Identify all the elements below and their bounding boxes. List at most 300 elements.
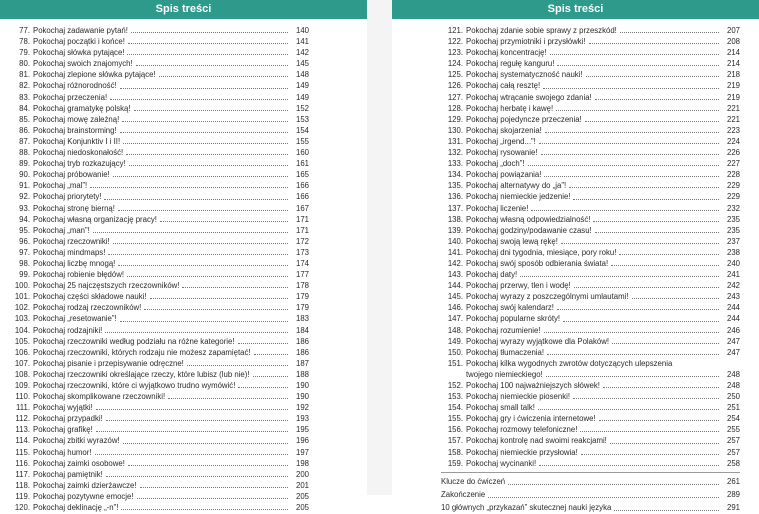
leader-dots	[126, 154, 288, 155]
leader-dots	[543, 88, 719, 89]
toc-number: 90.	[19, 170, 30, 180]
toc-title: Pokochaj 100 najważniejszych słówek!	[466, 381, 600, 390]
leader-dots	[581, 454, 719, 455]
toc-title: Pokochaj tłumaczenia!	[466, 347, 545, 357]
leader-dots	[110, 99, 288, 100]
toc-entry[interactable]	[441, 158, 740, 169]
toc-title: Pokochaj small talk!	[466, 403, 535, 413]
toc-title: Pokochaj alternatywy do „ja”!	[466, 181, 567, 191]
toc-number: 157.	[447, 436, 463, 446]
toc-number: 92.	[19, 192, 30, 202]
toc-title: Pokochaj rodzaj rzeczowników!	[33, 303, 142, 313]
toc-title: Pokochaj rodzajniki!	[33, 325, 103, 335]
leader-dots	[129, 165, 288, 166]
toc-number: 102.	[14, 303, 30, 313]
toc-entry[interactable]	[441, 302, 740, 313]
toc-extra-entry[interactable]	[441, 475, 740, 488]
toc-entry[interactable]	[441, 103, 740, 114]
toc-number: 154.	[447, 403, 463, 413]
toc-entry[interactable]	[441, 447, 740, 458]
toc-entry[interactable]	[8, 347, 309, 358]
toc-number: 115.	[15, 447, 30, 457]
toc-entry[interactable]	[8, 236, 309, 247]
leader-dots	[238, 387, 288, 388]
toc-title: Pokochaj przymiotniki i przysłówki!	[466, 37, 586, 47]
toc-number: 125.	[447, 70, 463, 80]
toc-title: Pokochaj tryb rozkazujący!	[33, 159, 126, 169]
leader-dots	[182, 287, 288, 288]
toc-page: 187	[295, 358, 309, 368]
toc-number: 95.	[19, 225, 30, 235]
toc-entry[interactable]	[441, 214, 740, 225]
leader-dots	[611, 265, 719, 266]
toc-entry[interactable]	[441, 391, 740, 402]
toc-number: 93.	[19, 203, 30, 213]
toc-page: 244	[726, 303, 740, 313]
toc-number: 126.	[447, 81, 463, 91]
leader-dots	[128, 43, 288, 44]
toc-title: Pokochaj swój kalendarz!	[466, 303, 554, 313]
toc-page: 188	[295, 369, 309, 379]
toc-title: Pokochaj godziny/podawanie czasu!	[466, 225, 592, 235]
toc-entry[interactable]	[8, 325, 309, 336]
toc-entry[interactable]	[441, 169, 740, 180]
toc-title: Pokochaj grafikę!	[33, 425, 93, 435]
toc-title: Pokochaj systematyczność nauki!	[466, 70, 583, 80]
toc-entry[interactable]	[8, 380, 309, 391]
toc-number: 147.	[447, 314, 463, 324]
toc-page: 238	[726, 247, 740, 257]
toc-number: 107.	[14, 358, 30, 368]
toc-title: Pokochaj gry i ćwiczenia internetowe!	[466, 414, 596, 424]
leader-dots	[557, 309, 719, 310]
toc-entry[interactable]	[8, 413, 309, 424]
toc-page: 228	[726, 170, 740, 180]
toc-entry[interactable]	[8, 480, 309, 491]
toc-entry[interactable]	[441, 47, 740, 58]
toc-entry[interactable]	[8, 402, 309, 413]
leader-dots	[573, 398, 719, 399]
toc-page: 232	[726, 203, 740, 213]
toc-entry[interactable]	[441, 247, 740, 258]
toc-title: Pokochaj przeczenia!	[33, 92, 108, 102]
leader-dots	[113, 176, 288, 177]
toc-entry[interactable]	[8, 458, 309, 469]
toc-page: 173	[295, 247, 309, 257]
toc-page: 184	[295, 325, 309, 335]
leader-dots	[128, 465, 288, 466]
toc-number: 88.	[19, 148, 30, 158]
toc-title: Pokochaj dni tygodnia, miesiące, pory roku!	[466, 247, 617, 257]
leader-dots	[539, 465, 719, 466]
toc-entry[interactable]	[8, 58, 309, 69]
toc-number: 139.	[447, 225, 463, 235]
toc-number: 133.	[447, 159, 463, 169]
toc-title: Pokochaj zdanie sobie sprawy z przeszkód!	[466, 26, 617, 35]
toc-page: 235	[726, 225, 740, 235]
leader-dots	[253, 376, 288, 377]
toc-title-line2: twojego niemieckiego!	[466, 369, 543, 379]
toc-entry[interactable]	[441, 58, 740, 69]
toc-page: 224	[726, 136, 740, 146]
toc-title: Pokochaj pisanie i przepisywanie odręczne!	[33, 358, 184, 368]
leader-dots	[531, 210, 719, 211]
toc-number: 85.	[19, 114, 30, 124]
toc-entry[interactable]	[441, 280, 740, 291]
toc-entry[interactable]	[8, 158, 309, 169]
leader-dots	[108, 254, 288, 255]
toc-entry[interactable]	[441, 36, 740, 47]
toc-title: Pokochaj mowę zależną!	[33, 114, 120, 124]
toc-entry[interactable]	[8, 369, 309, 380]
toc-number: 145.	[447, 292, 463, 302]
page-gutter	[367, 0, 392, 495]
toc-entry[interactable]	[8, 447, 309, 458]
toc-page: 161	[295, 159, 309, 169]
left-header: Spis treści	[0, 0, 367, 19]
toc-page: 152	[295, 103, 309, 113]
toc-title: Pokochaj liczenie!	[466, 203, 529, 213]
toc-page: 247	[726, 336, 740, 346]
toc-entry[interactable]	[8, 247, 309, 258]
leader-dots	[541, 154, 719, 155]
leader-dots	[144, 309, 288, 310]
toc-page: 227	[726, 159, 740, 169]
toc-number: 94.	[19, 214, 30, 224]
toc-title: Pokochaj mindmaps!	[33, 247, 106, 257]
toc-entry[interactable]	[441, 435, 740, 446]
toc-page: 214	[726, 59, 740, 69]
toc-title: Pokochaj robienie błędów!	[33, 270, 125, 280]
toc-title: Pokochaj priorytety!	[33, 192, 102, 202]
toc-page: 174	[295, 258, 309, 268]
toc-page: 190	[295, 392, 309, 402]
toc-entry[interactable]	[8, 80, 309, 91]
toc-page: 289	[726, 489, 740, 499]
toc-entry[interactable]	[8, 180, 309, 191]
toc-title: Pokochaj liczbę mnogą!	[33, 258, 116, 268]
toc-entry[interactable]	[8, 69, 309, 80]
toc-entry[interactable]	[441, 269, 740, 280]
toc-entry[interactable]	[441, 136, 740, 147]
leader-dots	[556, 110, 719, 111]
toc-entry[interactable]	[441, 347, 740, 358]
toc-number: 84.	[19, 103, 30, 113]
leader-dots	[550, 54, 719, 55]
toc-page: 196	[295, 436, 309, 446]
toc-page: 240	[726, 258, 740, 268]
toc-title: Pokochaj wyjątki!	[33, 403, 93, 413]
toc-entry[interactable]	[8, 391, 309, 402]
toc-entry[interactable]	[441, 424, 740, 435]
toc-title: Pokochaj wyrazy z poszczególnymi umlautami!	[466, 292, 629, 302]
toc-page: 154	[295, 125, 309, 135]
toc-number: 105.	[14, 336, 30, 346]
toc-entry[interactable]	[8, 358, 309, 369]
toc-entry[interactable]	[441, 336, 740, 347]
toc-number: 123.	[447, 48, 463, 58]
leader-dots	[118, 210, 288, 211]
toc-number: 113.	[15, 425, 30, 435]
toc-title: Pokochaj różnorodność!	[33, 81, 117, 91]
toc-title: Pokochaj niemieckie piosenki!	[466, 392, 571, 402]
toc-page: 201	[295, 480, 309, 490]
toc-number: 86.	[19, 125, 30, 135]
toc-entry[interactable]	[8, 258, 309, 269]
leader-dots	[123, 443, 288, 444]
leader-dots	[544, 332, 719, 333]
toc-entry[interactable]	[441, 402, 740, 413]
toc-title: Pokochaj przypadki!	[33, 414, 103, 424]
toc-page: 197	[295, 447, 309, 457]
toc-number: 130.	[447, 125, 463, 135]
toc-number: 83.	[19, 92, 30, 102]
toc-entry[interactable]	[441, 69, 740, 80]
toc-entry[interactable]	[441, 125, 740, 136]
toc-title: Pokochaj daty!	[466, 270, 518, 280]
toc-title: Pokochaj herbatę i kawę!	[466, 103, 554, 113]
toc-page: 251	[726, 403, 740, 413]
toc-number: 96.	[19, 236, 30, 246]
toc-title: Pokochaj pojedyncze przeczenia!	[466, 114, 582, 124]
toc-page: 177	[295, 270, 309, 280]
toc-entry[interactable]	[441, 180, 740, 191]
toc-number: 82.	[19, 81, 30, 91]
left-toc-list	[8, 25, 309, 513]
toc-page: 149	[295, 92, 309, 102]
toc-number: 118.	[15, 480, 30, 490]
toc-page: 258	[726, 458, 740, 468]
leader-dots	[520, 276, 719, 277]
toc-number: 149.	[447, 336, 463, 346]
toc-entry[interactable]	[441, 203, 740, 214]
leader-dots	[168, 398, 288, 399]
toc-entry[interactable]	[8, 169, 309, 180]
leader-dots	[595, 232, 719, 233]
toc-number: 89.	[19, 159, 30, 169]
toc-number: 153.	[447, 392, 463, 402]
leader-dots	[557, 65, 719, 66]
toc-entry[interactable]	[8, 92, 309, 103]
toc-entry[interactable]	[8, 136, 309, 147]
toc-entry[interactable]	[441, 147, 740, 158]
toc-number: 135.	[447, 181, 463, 191]
toc-page: 229	[726, 192, 740, 202]
toc-page: 221	[726, 103, 740, 113]
leader-dots	[488, 497, 719, 498]
toc-number: 112.	[15, 414, 30, 424]
leader-dots	[187, 365, 288, 366]
toc-page: 248	[726, 381, 740, 390]
toc-entry[interactable]	[441, 313, 740, 324]
toc-page: 171	[295, 214, 309, 224]
toc-entry[interactable]	[8, 147, 309, 158]
toc-title: Pokochaj „man”!	[33, 225, 90, 235]
toc-title: Klucze do ćwiczeń	[441, 476, 506, 486]
toc-page: 237	[726, 236, 740, 246]
toc-page: 165	[295, 170, 309, 180]
toc-page: 229	[726, 181, 740, 191]
toc-page: 257	[726, 447, 740, 457]
toc-entry[interactable]	[8, 291, 309, 302]
toc-entry[interactable]	[441, 380, 740, 391]
toc-number: 150.	[447, 347, 463, 357]
leader-dots	[603, 387, 719, 388]
toc-number: 152.	[447, 381, 463, 390]
toc-page: 241	[726, 270, 740, 280]
leader-dots	[104, 199, 288, 200]
toc-entry[interactable]	[8, 36, 309, 47]
toc-page: 140	[295, 26, 309, 35]
toc-title: Pokochaj słówka pytające!	[33, 48, 125, 58]
toc-title: Pokochaj niemieckie przysłowia!	[466, 447, 578, 457]
toc-page: 186	[295, 336, 309, 346]
leader-dots	[593, 221, 719, 222]
toc-title: Pokochaj rzeczowniki, których rodzaju nie możesz zapamiętać!	[33, 347, 251, 357]
toc-entry[interactable]	[8, 280, 309, 291]
toc-title: Pokochaj zaimki osobowe!	[33, 458, 125, 468]
toc-page: 166	[295, 192, 309, 202]
toc-entry[interactable]	[441, 458, 740, 469]
leader-dots	[93, 232, 288, 233]
toc-entry[interactable]	[441, 236, 740, 247]
leader-dots	[546, 376, 719, 377]
toc-entry[interactable]	[8, 25, 309, 36]
toc-entry[interactable]	[8, 302, 309, 313]
toc-page: 235	[726, 214, 740, 224]
toc-number: 79.	[19, 48, 30, 58]
toc-entry[interactable]	[441, 80, 740, 91]
toc-number: 106.	[14, 347, 30, 357]
right-page	[392, 0, 759, 513]
toc-entry[interactable]	[8, 203, 309, 214]
toc-title: Pokochaj „irgend...”!	[466, 136, 536, 146]
toc-entry[interactable]	[441, 413, 740, 424]
toc-title: Pokochaj pamiętnik!	[33, 469, 103, 479]
leader-dots	[538, 409, 719, 410]
toc-page: 257	[726, 436, 740, 446]
toc-entry[interactable]	[8, 214, 309, 225]
leader-dots	[120, 132, 288, 133]
toc-extra-entry[interactable]	[441, 501, 740, 514]
toc-title: Pokochaj koncentrację!	[466, 48, 547, 58]
leader-dots	[127, 54, 288, 55]
toc-entry[interactable]	[441, 325, 740, 336]
leader-dots	[254, 354, 288, 355]
leader-dots	[632, 298, 720, 299]
toc-number: 122.	[447, 37, 463, 47]
toc-number: 111.	[15, 403, 30, 413]
toc-page: 226	[726, 148, 740, 158]
toc-number: 136.	[447, 192, 463, 202]
toc-entry[interactable]	[8, 435, 309, 446]
toc-entry[interactable]	[8, 491, 309, 502]
leader-dots	[118, 265, 288, 266]
leader-dots	[580, 431, 719, 432]
leader-dots	[589, 43, 719, 44]
toc-title: Pokochaj rzeczowniki!	[33, 236, 110, 246]
toc-number: 80.	[19, 59, 30, 69]
leader-dots	[619, 254, 719, 255]
toc-number: 132.	[447, 148, 463, 158]
toc-number: 97.	[19, 247, 30, 257]
toc-title: Pokochaj skomplikowane rzeczowniki!	[33, 392, 166, 402]
toc-page: 160	[295, 148, 309, 158]
toc-title: Pokochaj „mal”!	[33, 181, 88, 191]
toc-number: 143.	[447, 270, 463, 280]
toc-entry[interactable]	[8, 502, 309, 513]
toc-title: Pokochaj „resetowanie”!	[33, 314, 117, 324]
toc-entry[interactable]	[441, 25, 740, 36]
toc-entry[interactable]	[441, 191, 740, 202]
toc-title: Pokochaj niemieckie jedzenie!	[466, 192, 571, 202]
toc-page: 167	[295, 203, 309, 213]
toc-entry[interactable]	[8, 424, 309, 435]
toc-entry[interactable]	[8, 336, 309, 347]
toc-entry-wrapped-line2[interactable]	[441, 369, 740, 380]
toc-number: 124.	[447, 59, 463, 69]
toc-page: 190	[295, 381, 309, 390]
leader-dots	[545, 132, 719, 133]
toc-entry-wrapped[interactable]	[441, 358, 740, 369]
toc-entry[interactable]	[8, 191, 309, 202]
leader-dots	[561, 243, 719, 244]
toc-title: Pokochaj własną organizację pracy!	[33, 214, 157, 224]
toc-entry[interactable]	[441, 114, 740, 125]
toc-page: 186	[295, 347, 309, 357]
toc-title: Pokochaj początki i końce!	[33, 37, 125, 47]
leader-dots	[113, 243, 288, 244]
toc-number: 144.	[447, 281, 463, 291]
left-page	[0, 0, 367, 513]
toc-number: 120.	[14, 503, 30, 513]
toc-entry[interactable]	[441, 225, 740, 236]
toc-number: 134.	[447, 170, 463, 180]
toc-title: Pokochaj części składowe nauki!	[33, 292, 147, 302]
toc-entry[interactable]	[8, 103, 309, 114]
toc-entry[interactable]	[8, 114, 309, 125]
toc-number: 146.	[447, 303, 463, 313]
toc-entry[interactable]	[441, 258, 740, 269]
leader-dots	[612, 343, 719, 344]
toc-page: 195	[295, 425, 309, 435]
toc-entry[interactable]	[8, 269, 309, 280]
toc-title: Pokochaj rzeczowniki według podziału na różne kategorie!	[33, 336, 235, 346]
toc-number: 117.	[15, 469, 30, 479]
toc-page: 243	[726, 292, 740, 302]
leader-dots	[620, 32, 719, 33]
toc-page: 193	[295, 414, 309, 424]
toc-title: 10 głównych „przykazań” skutecznej nauki języka	[441, 503, 612, 513]
toc-entry[interactable]	[441, 291, 740, 302]
toc-entry[interactable]	[8, 125, 309, 136]
toc-entry[interactable]	[8, 47, 309, 58]
toc-number: 81.	[19, 70, 30, 80]
toc-title: Pokochaj swój sposób odbierania świata!	[466, 258, 609, 268]
toc-entry[interactable]	[441, 92, 740, 103]
toc-entry[interactable]	[8, 313, 309, 324]
toc-page: 248	[726, 369, 740, 379]
toc-entry[interactable]	[8, 469, 309, 480]
toc-entry[interactable]	[8, 225, 309, 236]
leader-dots	[547, 354, 719, 355]
toc-page: 172	[295, 236, 309, 246]
leader-dots	[574, 287, 719, 288]
leader-dots	[122, 121, 288, 122]
leader-dots	[595, 99, 719, 100]
leader-dots	[563, 321, 719, 322]
leader-dots	[136, 65, 288, 66]
